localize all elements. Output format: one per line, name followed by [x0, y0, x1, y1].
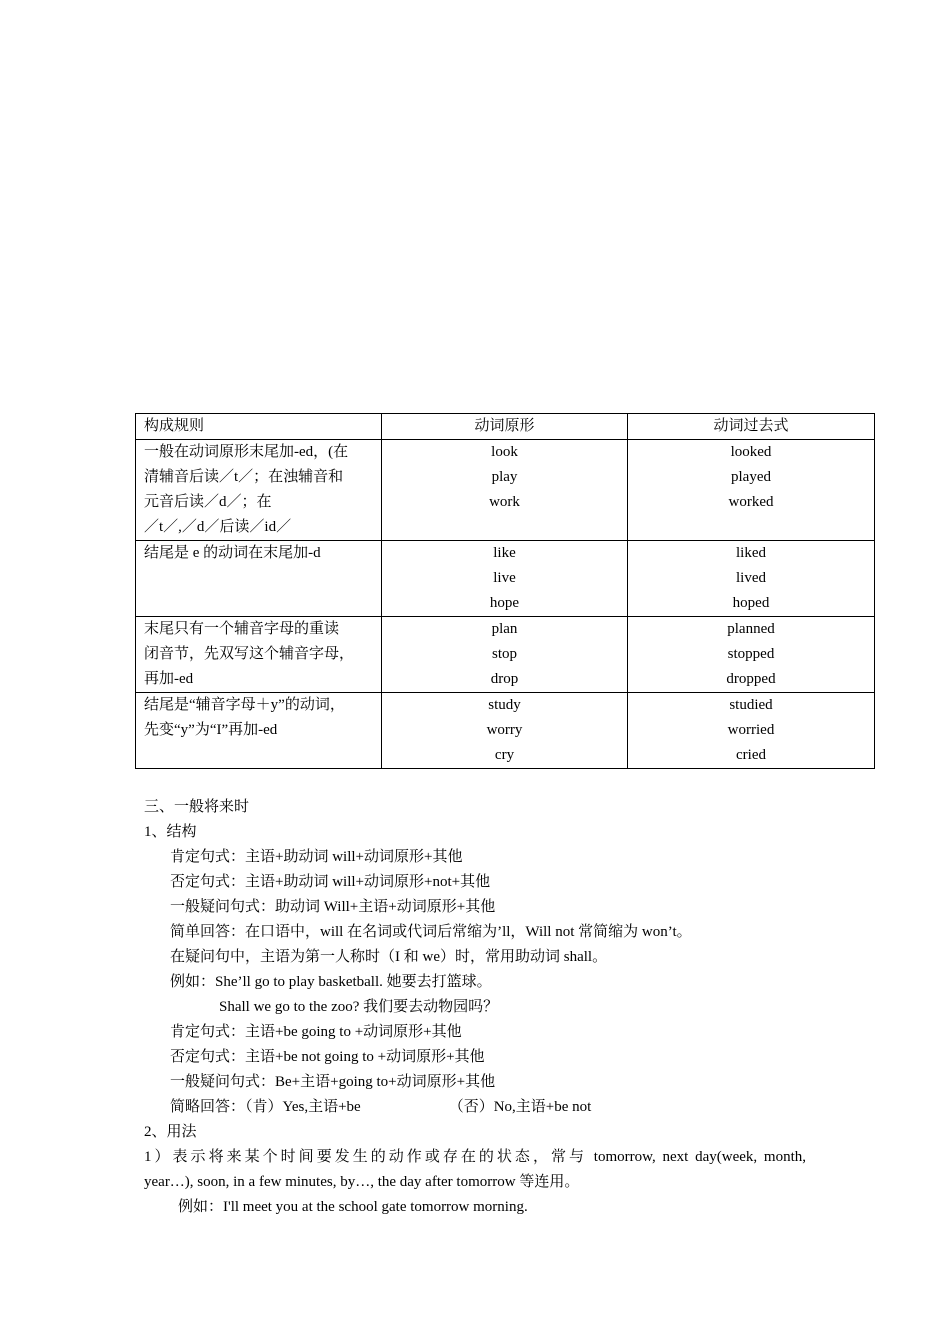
- rule-line: 清辅音后读／t／；在浊辅音和: [144, 469, 344, 485]
- rule-line: 元音后读／d／；在: [144, 494, 272, 510]
- past-word: worked: [728, 494, 774, 510]
- brief-answer-no: （否）No,主语+be not: [448, 1099, 592, 1115]
- past-form-cell: [628, 440, 875, 541]
- past-word: studied: [729, 697, 773, 713]
- structure-heading: 1、结构: [144, 824, 197, 840]
- section-heading: 三、一般将来时: [144, 799, 250, 815]
- past-word: liked: [736, 545, 766, 561]
- past-word: dropped: [726, 671, 776, 687]
- short-answer-note: 简单回答：在口语中，will 在名词或代词后常缩为’ll，Will not 常简缩为 won’t。: [170, 924, 692, 940]
- header-rule: 构成规则: [136, 414, 382, 440]
- rule-cell: [136, 693, 382, 769]
- table-row: [136, 617, 875, 693]
- rule-line: 末尾只有一个辅音字母的重读: [144, 621, 340, 637]
- usage-text: 1）表示将来某个时间要发生的动作或存在的状态，常与 tomorrow, next day(week, month,: [144, 1149, 806, 1165]
- base-word: plan: [491, 621, 518, 637]
- base-word: hope: [489, 595, 520, 611]
- header-past-form: 动词过去式: [628, 414, 875, 440]
- be-going-to-affirmative: 肯定句式：主语+be going to +动词原形+其他: [170, 1024, 462, 1040]
- rule-line: 先变“y”为“I”再加-ed: [144, 722, 278, 738]
- base-word: play: [491, 469, 518, 485]
- usage-example: 例如：I'll meet you at the school gate tomorrow morning.: [178, 1199, 528, 1215]
- past-word: played: [731, 469, 771, 485]
- base-word: cry: [494, 747, 515, 763]
- affirmative-pattern: 肯定句式：主语+助动词 will+动词原形+其他: [170, 849, 463, 865]
- rule-line: 结尾是“辅音字母＋y”的动词，: [144, 697, 345, 713]
- example-sentence: 例如：She’ll go to play basketball. 她要去打篮球。: [170, 974, 492, 990]
- be-going-to-question: 一般疑问句式：Be+主语+going to+动词原形+其他: [170, 1074, 496, 1090]
- brief-answer-line: [144, 1095, 824, 1120]
- base-word: stop: [491, 646, 517, 662]
- brief-answer-yes: 简略回答：（肯）Yes,主语+be: [170, 1099, 361, 1115]
- base-word: live: [493, 570, 516, 586]
- rule-line: 闭音节，先双写这个辅音字母，: [144, 646, 355, 662]
- past-word: planned: [727, 621, 775, 637]
- past-word: lived: [736, 570, 766, 586]
- table-header-row: [136, 414, 875, 440]
- past-word: cried: [736, 747, 766, 763]
- example-sentence: Shall we go to the zoo? 我们要去动物园吗？: [219, 999, 499, 1015]
- base-form-cell: [382, 617, 628, 693]
- base-word: like: [493, 545, 516, 561]
- rule-cell: [136, 541, 382, 617]
- past-tense-rules-table: [135, 413, 875, 769]
- usage-heading: 2、用法: [144, 1124, 197, 1140]
- base-word: drop: [490, 671, 519, 687]
- past-word: worried: [727, 722, 775, 738]
- rule-cell: [136, 440, 382, 541]
- rule-line: ／t／,／d／后读／id／: [144, 519, 292, 535]
- base-form-cell: [382, 693, 628, 769]
- rule-cell: [136, 617, 382, 693]
- table-row: [136, 693, 875, 769]
- table-row: [136, 440, 875, 541]
- base-word: look: [491, 444, 518, 460]
- base-word: worry: [486, 722, 523, 738]
- negative-pattern: 否定句式：主语+助动词 will+动词原形+not+其他: [170, 874, 491, 890]
- past-word: looked: [730, 444, 772, 460]
- header-base-form: 动词原形: [382, 414, 628, 440]
- future-tense-section: [144, 795, 824, 1220]
- past-form-cell: [628, 693, 875, 769]
- base-word: study: [488, 697, 521, 713]
- question-pattern: 一般疑问句式：助动词 Will+主语+动词原形+其他: [170, 899, 496, 915]
- base-word: work: [489, 494, 520, 510]
- shall-note: 在疑问句中，主语为第一人称时（I 和 we）时，常用助动词 shall。: [170, 949, 608, 965]
- rule-line: 结尾是 e 的动词在末尾加-d: [144, 545, 321, 561]
- usage-text: year…), soon, in a few minutes, by…, the day after tomorrow 等连用。: [144, 1174, 580, 1190]
- be-going-to-negative: 否定句式：主语+be not going to +动词原形+其他: [170, 1049, 485, 1065]
- past-word: hoped: [732, 595, 770, 611]
- rule-line: 一般在动词原形末尾加-ed，(在: [144, 444, 349, 460]
- rule-line: 再加-ed: [144, 671, 194, 687]
- base-form-cell: [382, 541, 628, 617]
- past-form-cell: [628, 541, 875, 617]
- table-row: [136, 541, 875, 617]
- past-word: stopped: [727, 646, 775, 662]
- past-form-cell: [628, 617, 875, 693]
- base-form-cell: [382, 440, 628, 541]
